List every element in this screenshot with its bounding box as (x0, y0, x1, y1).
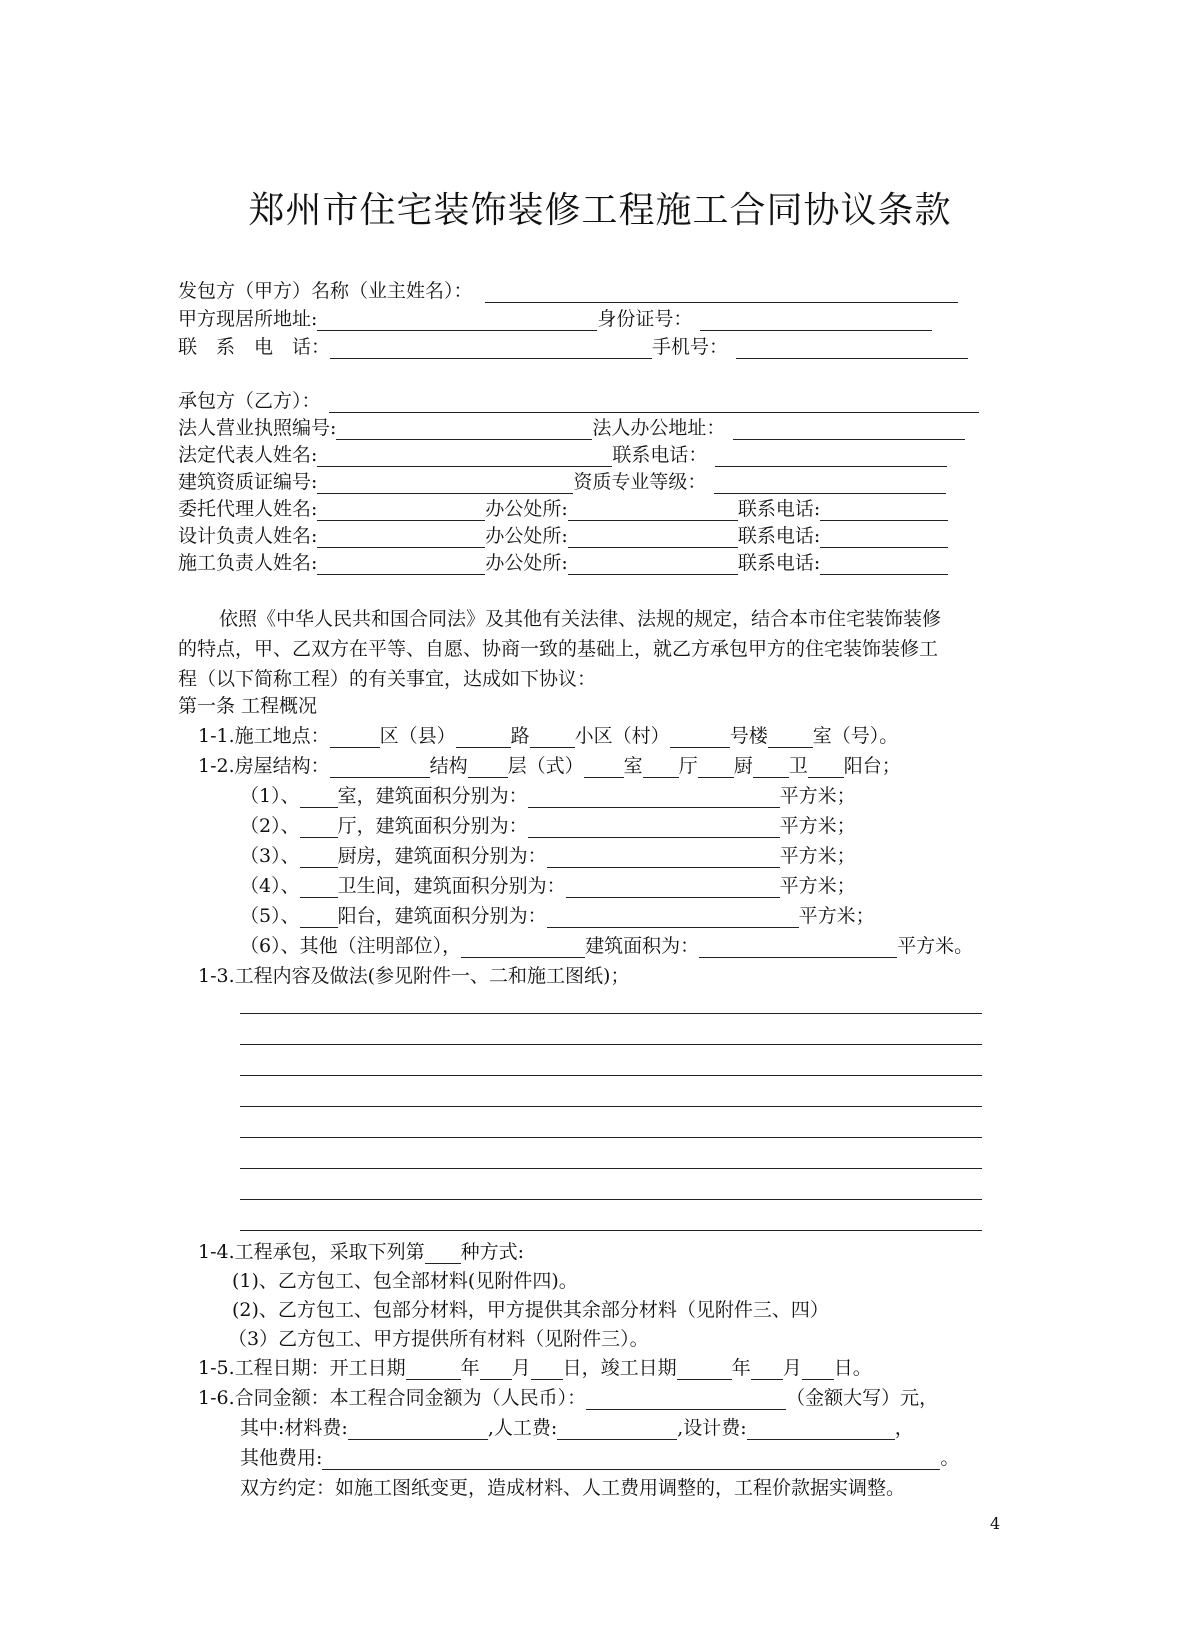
site-row (198, 724, 898, 748)
amount-field[interactable] (586, 1389, 786, 1410)
party-a-name-row (178, 279, 958, 303)
party-b-agent-phone-label: 联系电话: (737, 498, 821, 520)
other-fee-period: 。 (940, 1447, 960, 1469)
area-value-field[interactable] (528, 817, 780, 838)
kitchens-label: 厨 (733, 755, 753, 777)
contract-mode-suffix: 种方式: (460, 1241, 525, 1263)
party-b-construction-office-label: 办公处所: (485, 552, 568, 574)
party-b-agent-label: 委托代理人姓名: (178, 498, 318, 520)
other-fee-label: 其他费用: (240, 1447, 323, 1469)
contract-mode-row (198, 1240, 524, 1264)
road-label: 路 (510, 725, 530, 747)
area-count-field[interactable] (300, 817, 338, 838)
content-line[interactable] (240, 1075, 982, 1076)
other-area-label: （6）、其他（注明部位）， (240, 935, 462, 957)
balconies-label: 阳台； (843, 755, 901, 777)
party-b-construction-row (178, 551, 948, 575)
document-title: 郑州市住宅装饰装修工程施工合同协议条款 (248, 190, 952, 231)
site-label: 1-1.施工地点： (198, 725, 330, 747)
party-b-agent-office-label: 办公处所: (485, 498, 568, 520)
area-num: （3）、 (240, 845, 300, 867)
page-number: 4 (990, 1514, 1001, 1533)
intro-line: 程（以下简称工程）的有关事宜，达成如下协议： (178, 668, 597, 690)
structure-label: 1-2.房屋结构： (198, 755, 330, 777)
end-day-field[interactable] (802, 1359, 834, 1380)
party-a-name-label: 发包方（甲方）名称（业主姓名）： (178, 280, 473, 302)
area-value-field[interactable] (547, 847, 780, 868)
amount-row (198, 1386, 938, 1410)
end-year-field[interactable] (677, 1359, 732, 1380)
building-field[interactable] (670, 727, 730, 748)
building-label: 号楼 (729, 725, 768, 747)
room-number-field[interactable] (768, 727, 813, 748)
party-a-address-label: 甲方现居所地址: (178, 308, 318, 330)
area-name: 阳台，建筑面积分别为： (337, 905, 547, 927)
intro-line: 的特点，甲、乙双方在平等、自愿、协商一致的基础上，就乙方承包甲方的住宅装饰装修工 (178, 638, 939, 660)
party-b-rep-row (178, 443, 947, 467)
halls-label: 厅 (678, 755, 698, 777)
price-agreement: 双方约定：如施工图纸变更，造成材料、人工费用调整的，工程价款据实调整。 (240, 1477, 906, 1499)
labor-fee-field[interactable] (557, 1419, 677, 1440)
fees-row (240, 1416, 914, 1440)
party-b-office-label: 法人办公地址： (592, 417, 726, 439)
area-unit: 平方米； (798, 905, 875, 927)
party-b-grade-field[interactable] (714, 473, 946, 494)
other-area-field[interactable] (699, 937, 897, 958)
end-day-label: 日。 (833, 1357, 872, 1379)
end-month-field[interactable] (751, 1359, 783, 1380)
area-num: （4）、 (240, 875, 300, 897)
area-row-balcony (240, 904, 875, 928)
party-b-design-field[interactable] (317, 527, 485, 548)
labor-fee-label: ,人工费: (487, 1417, 558, 1439)
party-b-design-label: 设计负责人姓名: (178, 525, 318, 547)
party-a-id-field[interactable] (700, 310, 932, 331)
area-name: 厨房，建筑面积分别为： (337, 845, 547, 867)
party-b-grade-label: 资质专业等级： (573, 471, 707, 493)
party-b-name-field[interactable] (329, 392, 979, 413)
party-b-design-phone-label: 联系电话: (737, 525, 821, 547)
party-b-design-office-field[interactable] (568, 527, 738, 548)
party-b-construction-office-field[interactable] (568, 554, 738, 575)
party-b-contact-phone-field[interactable] (715, 446, 947, 467)
content-line[interactable] (240, 1106, 982, 1107)
fees-comma: ， (894, 1417, 914, 1439)
party-a-phone-row (178, 335, 968, 359)
area-count-field[interactable] (300, 787, 338, 808)
party-a-name-field[interactable] (485, 282, 958, 303)
rooms-field[interactable] (584, 757, 624, 778)
structure-row (198, 754, 901, 778)
other-fee-field[interactable] (322, 1449, 940, 1470)
party-b-construction-label: 施工负责人姓名: (178, 552, 318, 574)
party-a-mobile-label: 手机号： (652, 336, 729, 358)
other-part-field[interactable] (461, 937, 585, 958)
road-field[interactable] (456, 727, 511, 748)
party-b-agent-phone-field[interactable] (820, 500, 948, 521)
area-name: 卫生间，建筑面积分别为： (337, 875, 566, 897)
content-line[interactable] (240, 1013, 982, 1014)
area-unit: 平方米； (779, 785, 856, 807)
structure-type-label: 结构 (429, 755, 468, 777)
intro-line: 依照《中华人民共和国合同法》及其他有关法律、法规的规定，结合本市住宅装饰装修 (219, 608, 942, 630)
halls-field[interactable] (643, 757, 679, 778)
party-b-contact-phone-label: 联系电话： (612, 444, 708, 466)
party-b-agent-office-field[interactable] (568, 500, 738, 521)
amount-label: 1-6.合同金额：本工程合同金额为（人民币）： (198, 1387, 587, 1409)
area-value-field[interactable] (547, 907, 799, 928)
area-value-field[interactable] (528, 787, 780, 808)
area-row-hall (240, 814, 856, 838)
rooms-label: 室 (623, 755, 643, 777)
material-fee-field[interactable] (348, 1419, 488, 1440)
party-b-name-label: 承包方（乙方）： (178, 390, 321, 412)
district-label: 区（县） (379, 725, 456, 747)
party-a-phone-field[interactable] (330, 338, 652, 359)
area-name: 厅，建筑面积分别为： (337, 815, 528, 837)
content-line[interactable] (240, 1137, 982, 1138)
kitchens-field[interactable] (698, 757, 734, 778)
intro-paragraph (178, 604, 998, 694)
area-num: （5）、 (240, 905, 300, 927)
area-unit: 平方米； (779, 875, 856, 897)
area-name: 室，建筑面积分别为： (337, 785, 528, 807)
area-row-kitchen (240, 844, 856, 868)
party-b-construction-phone-label: 联系电话: (737, 552, 821, 574)
district-field[interactable] (330, 727, 380, 748)
community-label: 小区（村） (574, 725, 670, 747)
area-value-field[interactable] (566, 877, 780, 898)
dates-row (198, 1356, 872, 1380)
baths-label: 卫 (788, 755, 808, 777)
other-fee-row (240, 1446, 959, 1470)
party-b-agent-field[interactable] (317, 500, 485, 521)
contract-option: （3）乙方包工、甲方提供所有材料（见附件三）。 (228, 1328, 649, 1350)
area-row-room (240, 784, 856, 808)
party-b-design-phone-field[interactable] (820, 527, 948, 548)
community-field[interactable] (530, 727, 575, 748)
structure-field[interactable] (330, 757, 430, 778)
dates-label: 1-5.工程日期：开工日期 (198, 1357, 406, 1379)
design-fee-label: ,设计费: (677, 1417, 747, 1439)
party-a-phone-label: 联 系 电 话： (178, 336, 331, 358)
party-a-id-label: 身份证号： (597, 308, 693, 330)
party-b-construction-phone-field[interactable] (820, 554, 948, 575)
start-day-field[interactable] (531, 1359, 563, 1380)
floor-label: 层（式） (507, 755, 584, 777)
area-num: （1）、 (240, 785, 300, 807)
area-unit: 平方米； (779, 845, 856, 867)
contract-option: (1)、乙方包工、包全部材料(见附件四)。 (232, 1270, 578, 1292)
amount-suffix: （金额大写）元， (786, 1387, 939, 1409)
start-month-field[interactable] (480, 1359, 512, 1380)
month-label: 月 (511, 1357, 531, 1379)
balconies-field[interactable] (808, 757, 844, 778)
party-b-construction-field[interactable] (317, 554, 485, 575)
party-b-license-row (178, 416, 965, 440)
other-area-unit: 平方米。 (897, 935, 974, 957)
floor-field[interactable] (468, 757, 508, 778)
area-count-field[interactable] (300, 907, 338, 928)
area-count-field[interactable] (300, 847, 338, 868)
other-area-mid: 建筑面积为： (585, 935, 700, 957)
content-line[interactable] (240, 1044, 982, 1045)
contract-option: (2)、乙方包工、包部分材料，甲方提供其余部分材料（见附件三、四） (232, 1299, 829, 1321)
year-label: 年 (460, 1357, 480, 1379)
material-fee-label: 其中:材料费: (240, 1417, 348, 1439)
party-a-address-field[interactable] (317, 310, 597, 331)
party-b-cert-field[interactable] (317, 473, 573, 494)
party-b-license-label: 法人营业执照编号: (178, 417, 337, 439)
area-unit: 平方米； (779, 815, 856, 837)
party-b-name-row (178, 389, 979, 413)
content-line[interactable] (240, 1230, 982, 1231)
party-b-office-field[interactable] (733, 419, 965, 440)
contract-mode-label: 1-4.工程承包，采取下列第 (198, 1241, 425, 1263)
month-label: 月 (782, 1357, 802, 1379)
area-row-bath (240, 874, 856, 898)
area-num: （2）、 (240, 815, 300, 837)
party-a-mobile-field[interactable] (736, 338, 968, 359)
start-year-field[interactable] (406, 1359, 461, 1380)
room-number-label: 室（号）。 (812, 725, 899, 747)
contract-mode-field[interactable] (425, 1243, 461, 1264)
party-b-design-office-label: 办公处所: (485, 525, 568, 547)
year-label: 年 (731, 1357, 751, 1379)
content-line[interactable] (240, 1168, 982, 1169)
area-count-field[interactable] (300, 877, 338, 898)
content-line[interactable] (240, 1199, 982, 1200)
design-fee-field[interactable] (747, 1419, 895, 1440)
baths-field[interactable] (753, 757, 789, 778)
party-a-address-row (178, 307, 932, 331)
article-1-heading: 第一条 工程概况 (178, 695, 318, 717)
party-b-license-field[interactable] (336, 419, 592, 440)
area-row-other (240, 934, 973, 958)
party-b-agent-row (178, 497, 948, 521)
start-day-label: 日，竣工日期 (562, 1357, 677, 1379)
party-b-cert-label: 建筑资质证编号: (178, 471, 318, 493)
party-b-cert-row (178, 470, 946, 494)
party-b-rep-field[interactable] (317, 446, 612, 467)
party-b-rep-label: 法定代表人姓名: (178, 444, 318, 466)
party-b-design-row (178, 524, 948, 548)
content-label: 1-3.工程内容及做法(参见附件一、二和施工图纸)； (198, 965, 630, 987)
